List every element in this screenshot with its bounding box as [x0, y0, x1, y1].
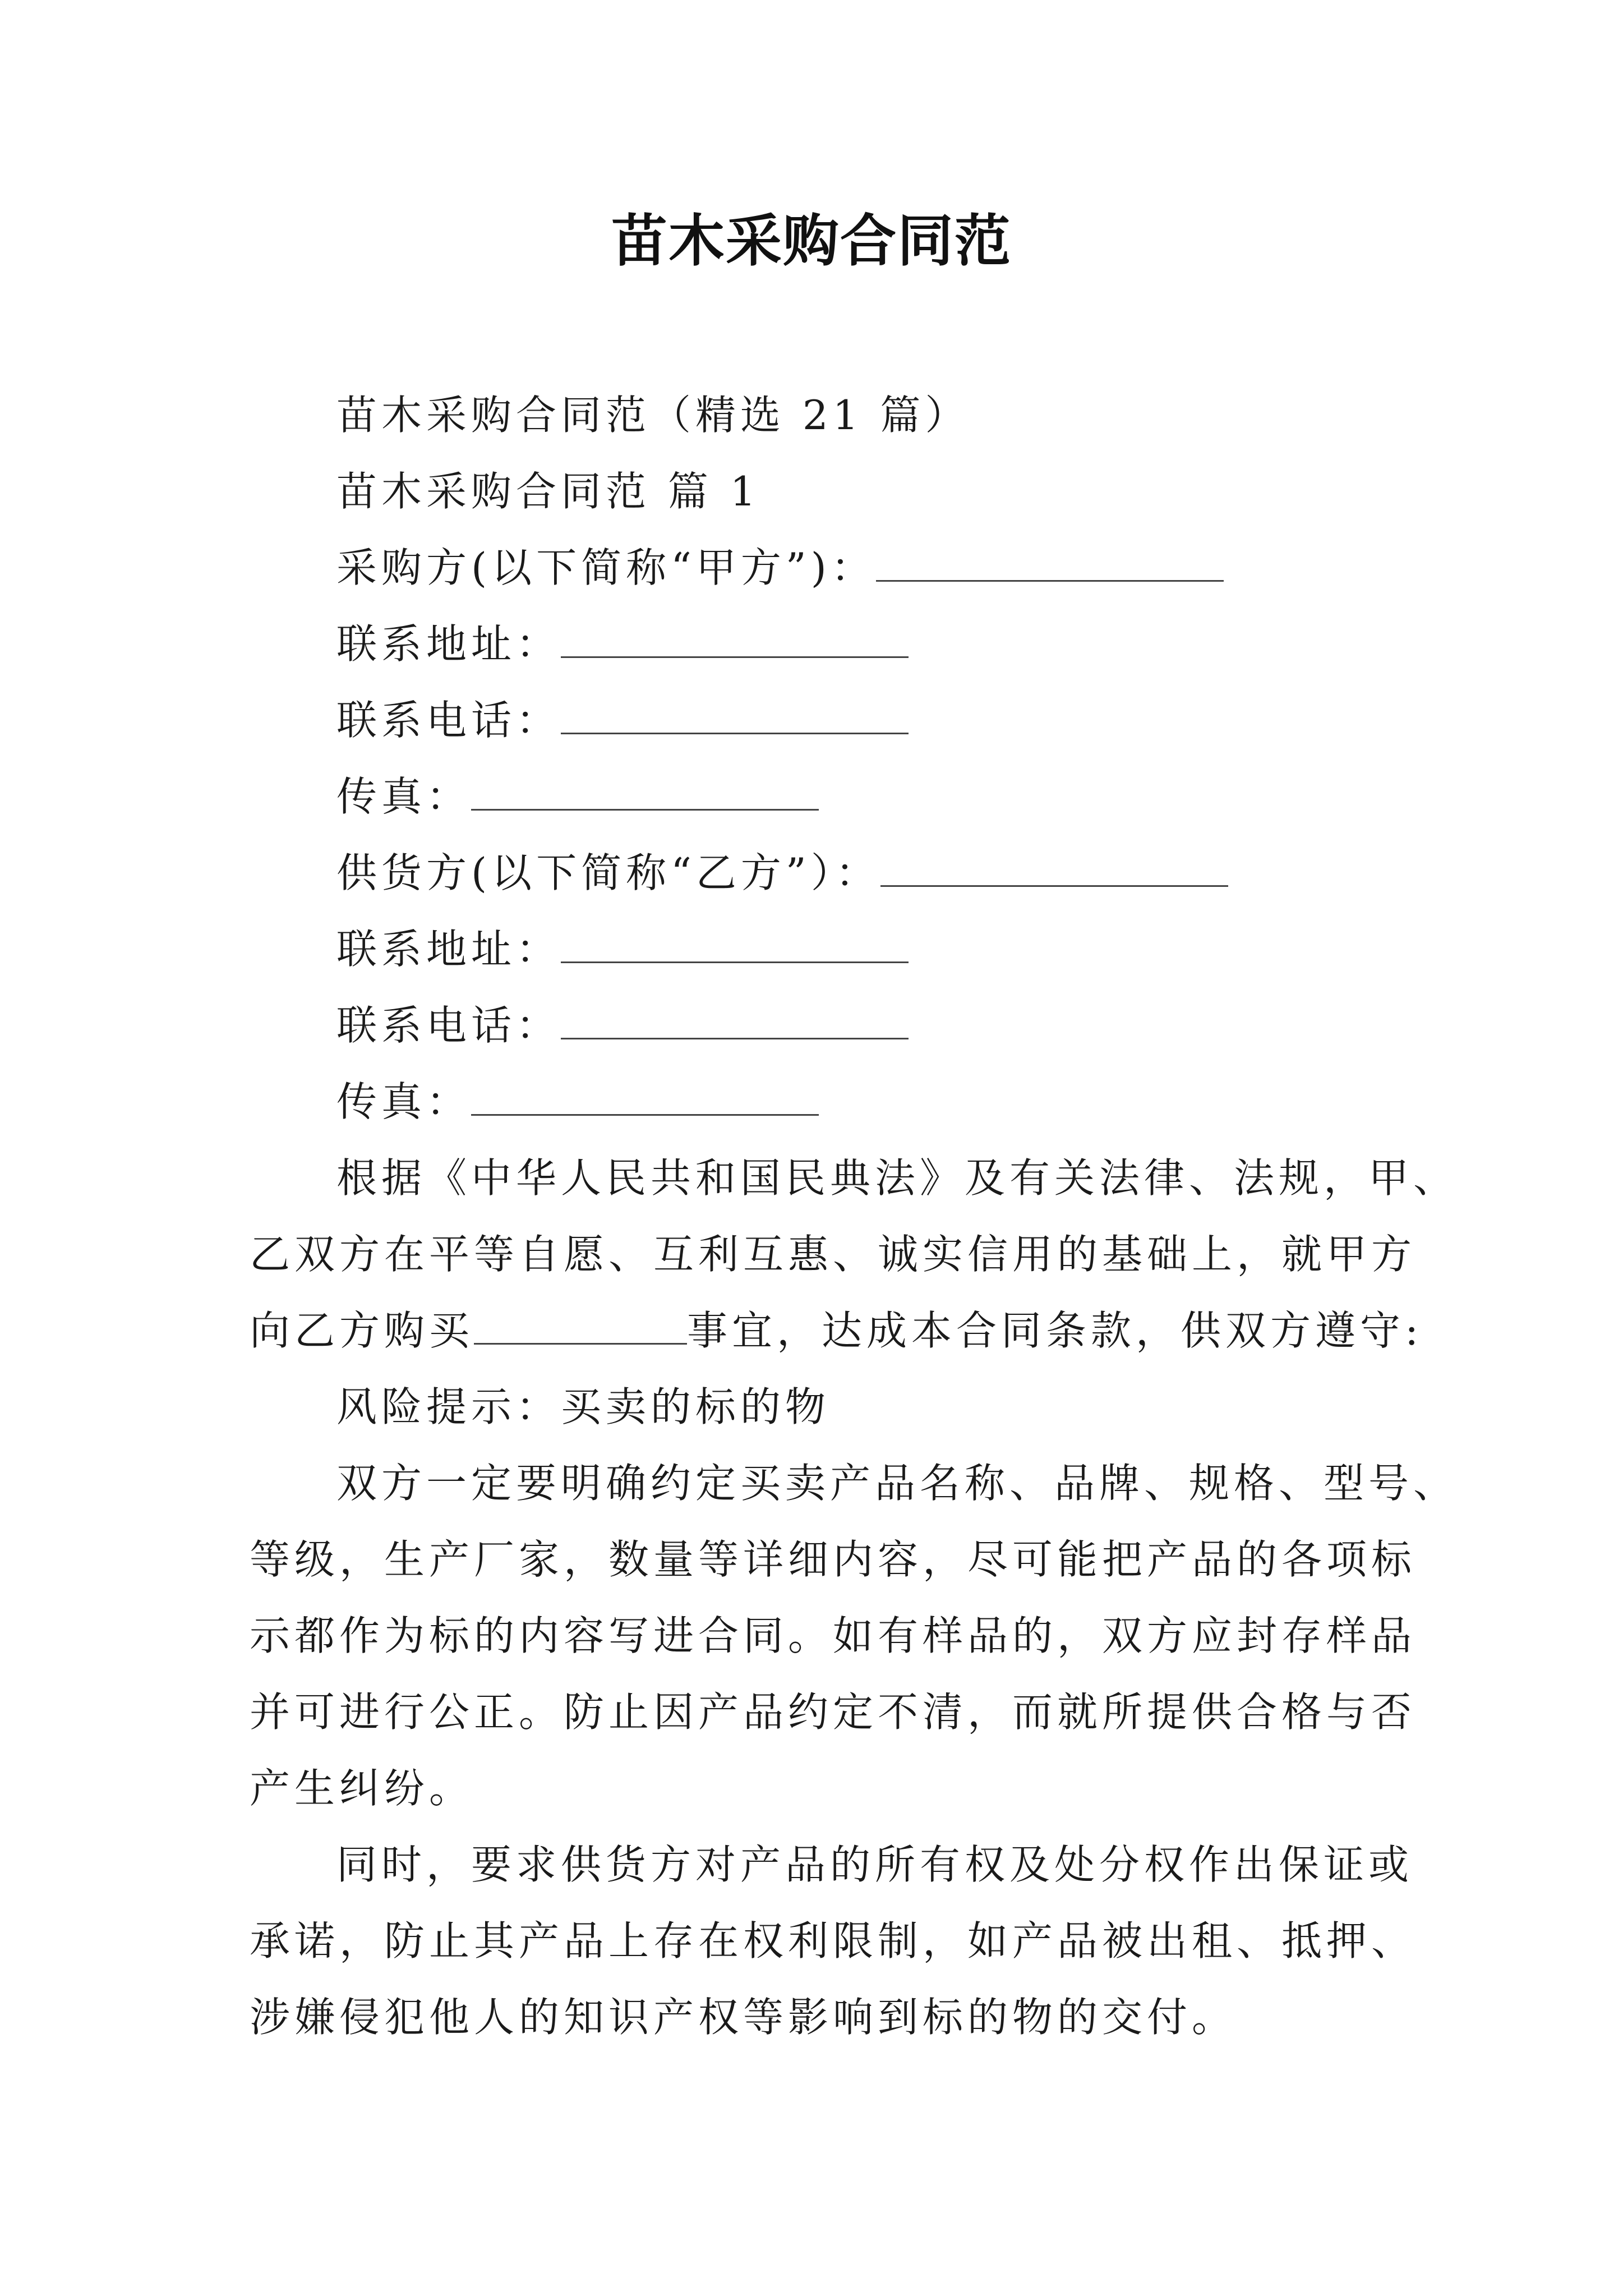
supplier-line — [336, 845, 1228, 901]
paragraph1-line-2: 等级，生产厂家，数量等详细内容，尽可能把产品的各项标 — [250, 1536, 1417, 1583]
paragraph1-line-5: 产生纠纷。 — [250, 1765, 474, 1812]
section-heading: 苗木采购合同范 篇 1 — [336, 468, 760, 515]
paragraph1-line-4: 并可进行公正。防止因产品约定不清，而就所提供合格与否 — [250, 1688, 1417, 1736]
supplier-phone-label: 联系电话： — [336, 1002, 561, 1049]
risk-heading: 风险提示：买卖的标的物 — [336, 1383, 831, 1430]
page-title: 苗木采购合同范 — [611, 208, 1012, 274]
buyer-fax-label: 传真： — [336, 773, 472, 820]
buyer-fax-line — [336, 769, 819, 825]
buyer-phone-line — [336, 692, 909, 748]
paragraph2-line-3: 涉嫌侵犯他人的知识产权等影响到标的物的交付。 — [250, 1994, 1237, 2041]
supplier-name-blank — [880, 846, 1228, 887]
paragraph2-line-1: 同时，要求供货方对产品的所有权及处分权作出保证或 — [336, 1841, 1414, 1888]
paragraph1-line-1: 双方一定要明确约定买卖产品名称、品牌、规格、型号、 — [336, 1460, 1459, 1507]
buyer-phone-label: 联系电话： — [336, 697, 561, 744]
supplier-address-label: 联系地址： — [336, 926, 561, 973]
supplier-address-blank — [561, 922, 909, 963]
buyer-address-label: 联系地址： — [336, 620, 561, 668]
intro-line-3-prefix: 向乙方购买 — [250, 1307, 474, 1354]
supplier-address-line — [336, 921, 909, 977]
buyer-label: 采购方(以下简称“甲方”)： — [336, 544, 876, 591]
buyer-name-blank — [876, 541, 1224, 582]
paragraph2-line-2: 承诺，防止其产品上存在权利限制，如产品被出租、抵押、 — [250, 1917, 1417, 1964]
intro-line-3-suffix: 事宜，达成本合同条款，供双方遵守: — [687, 1307, 1423, 1354]
supplier-fax-label: 传真： — [336, 1078, 472, 1125]
buyer-phone-blank — [561, 693, 909, 734]
intro-line-3 — [250, 1303, 1423, 1359]
intro-line-2: 乙双方在平等自愿、互利互惠、诚实信用的基础上，就甲方 — [250, 1231, 1417, 1278]
buyer-line — [336, 540, 1224, 596]
supplier-label: 供货方(以下简称“乙方”）： — [336, 849, 880, 896]
buyer-fax-blank — [471, 770, 819, 811]
buyer-address-blank — [561, 617, 909, 658]
supplier-phone-line — [336, 997, 909, 1053]
document-subtitle: 苗木采购合同范（精选 21 篇） — [336, 392, 970, 439]
intro-line-1: 根据《中华人民共和国民典法》及有关法律、法规，甲、 — [336, 1154, 1459, 1202]
paragraph1-line-3: 示都作为标的内容写进合同。如有样品的，双方应封存样品 — [250, 1612, 1417, 1659]
supplier-phone-blank — [561, 999, 909, 1039]
purchase-item-blank — [474, 1304, 687, 1345]
buyer-address-line — [336, 616, 909, 672]
supplier-fax-line — [336, 1074, 819, 1130]
supplier-fax-blank — [471, 1075, 819, 1116]
